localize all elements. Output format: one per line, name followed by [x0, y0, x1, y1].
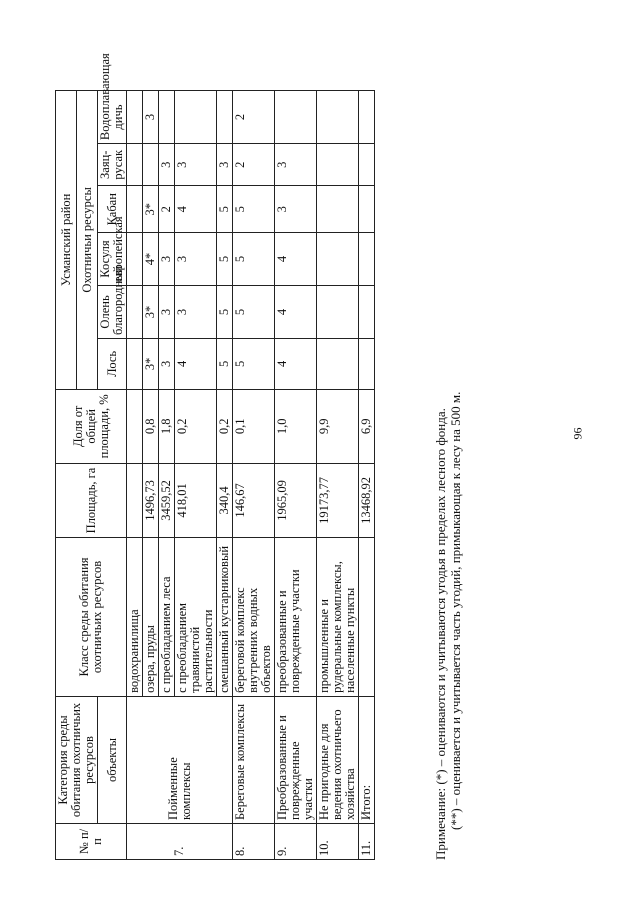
row-value: [143, 144, 159, 186]
row-value: [175, 91, 217, 144]
row-value: [217, 91, 233, 144]
row-share: 9,9: [317, 389, 359, 463]
row-value: 5: [217, 233, 233, 286]
row-share: 1,0: [275, 389, 317, 463]
row-value: [317, 91, 359, 144]
row-category: Береговые комплексы: [233, 696, 275, 823]
table-row: [317, 91, 359, 860]
row-value: 5: [217, 338, 233, 389]
header-district: Усманский район: [56, 91, 77, 390]
row-value: 3: [275, 144, 317, 186]
row-value: 2: [159, 186, 175, 233]
row-value: 3: [159, 233, 175, 286]
header-class: Класс среды обитания охотничьих ресурсов: [56, 538, 127, 697]
row-share: [127, 389, 143, 463]
row-value: 3: [175, 285, 217, 338]
row-category: Итого:: [359, 696, 375, 823]
row-value: [275, 91, 317, 144]
row-value: 4: [275, 233, 317, 286]
row-value: 5: [233, 285, 275, 338]
row-value: 3: [159, 144, 175, 186]
row-value: 3: [159, 285, 175, 338]
row-share: 0,2: [217, 389, 233, 463]
row-value: [127, 186, 143, 233]
row-value: [359, 338, 375, 389]
row-area: 418,01: [175, 463, 217, 537]
row-share: 6,9: [359, 389, 375, 463]
species-roe-deer: Косуля европейская: [98, 233, 127, 286]
species-hare: Заяц-русак: [98, 144, 127, 186]
row-value: 5: [233, 338, 275, 389]
page-number: 96: [570, 427, 585, 440]
row-value: [127, 144, 143, 186]
table-row: [233, 91, 275, 860]
row-class: водохранилища: [127, 538, 143, 697]
row-num: 7.: [127, 824, 233, 860]
row-share: 1,8: [159, 389, 175, 463]
row-value: 3*: [143, 338, 159, 389]
row-share: 0,2: [175, 389, 217, 463]
row-value: [317, 285, 359, 338]
row-class: береговой комплекс внутренних водных объектов: [233, 538, 275, 697]
row-value: 3: [217, 144, 233, 186]
row-class: с преобладанием леса: [159, 538, 175, 697]
note-line-1: Примечание: (*) – оцениваются и учитываются угодья в пределах лесного фонда.: [433, 408, 448, 860]
table-notes: [433, 60, 463, 860]
species-boar: Кабан: [98, 186, 127, 233]
table-row-total: [359, 91, 375, 860]
row-value: [359, 91, 375, 144]
header-num: № п/п: [56, 824, 127, 860]
note-line-2: (**) – оценивается и учитывается часть угодий, примыкающая к лесу на 500 м.: [448, 391, 463, 830]
row-value: [127, 91, 143, 144]
row-area: 13468,92: [359, 463, 375, 537]
row-value: [317, 338, 359, 389]
row-value: 5: [233, 233, 275, 286]
row-value: 4*: [143, 233, 159, 286]
row-value: [159, 91, 175, 144]
row-area: [127, 463, 143, 537]
row-value: 3: [175, 144, 217, 186]
species-waterfowl: Водоплавающая дичь: [98, 91, 127, 144]
row-value: [359, 186, 375, 233]
row-share: 0,8: [143, 389, 159, 463]
row-value: 5: [217, 186, 233, 233]
row-value: 3*: [143, 285, 159, 338]
row-value: 3: [175, 233, 217, 286]
row-value: [317, 144, 359, 186]
row-category: Пойменные комплексы: [127, 696, 233, 823]
row-share: 0,1: [233, 389, 275, 463]
table-row: [275, 91, 317, 860]
row-area: 146,67: [233, 463, 275, 537]
row-category: Не пригодные для ведения охотничьего хозяйства: [317, 696, 359, 823]
header-category: Категория среды обитания охотничьих ресурсов: [56, 696, 98, 823]
species-red-deer: Олень благородный: [98, 285, 127, 338]
rotated-table-sheet: [55, 30, 475, 860]
header-share: Доля от общей площади, %: [56, 389, 127, 463]
row-value: 2: [233, 144, 275, 186]
row-value: [359, 285, 375, 338]
habitat-table: [55, 53, 375, 860]
row-value: 3*: [143, 186, 159, 233]
row-value: [359, 144, 375, 186]
row-num: 8.: [233, 824, 275, 860]
row-num: 9.: [275, 824, 317, 860]
row-value: 4: [175, 186, 217, 233]
header-objects: объекты: [98, 696, 127, 823]
row-value: 2: [233, 91, 275, 144]
row-value: 4: [175, 338, 217, 389]
row-value: 3: [159, 338, 175, 389]
row-value: 3: [275, 186, 317, 233]
row-area: 3459,52: [159, 463, 175, 537]
row-class: смешанный кустарниковый: [217, 538, 233, 697]
row-num: 10.: [317, 824, 359, 860]
row-value: [127, 338, 143, 389]
row-category: Преобразованные и поврежденные участки: [275, 696, 317, 823]
row-area: 19173,77: [317, 463, 359, 537]
row-value: 3: [143, 91, 159, 144]
row-value: 4: [275, 285, 317, 338]
row-value: 4: [275, 338, 317, 389]
table-row: [127, 91, 143, 860]
row-class: с преобладанием травянистой растительности: [175, 538, 217, 697]
row-value: [317, 233, 359, 286]
row-class: озера, пруды: [143, 538, 159, 697]
header-resources: Охотничьи ресурсы: [77, 91, 98, 390]
row-value: 5: [233, 186, 275, 233]
header-area: Площадь, га: [56, 463, 127, 537]
row-area: 1496,73: [143, 463, 159, 537]
row-num: 11.: [359, 824, 375, 860]
row-value: 5: [217, 285, 233, 338]
row-value: [127, 233, 143, 286]
row-value: [317, 186, 359, 233]
species-moose: Лось: [98, 338, 127, 389]
row-area: 1965,09: [275, 463, 317, 537]
row-area: 340,4: [217, 463, 233, 537]
row-value: [359, 233, 375, 286]
row-class: промышленные и рудеральные комплексы, населенные пункты: [317, 538, 359, 697]
row-class: [359, 538, 375, 697]
row-value: [127, 285, 143, 338]
row-class: преобразованные и поврежденные участки: [275, 538, 317, 697]
